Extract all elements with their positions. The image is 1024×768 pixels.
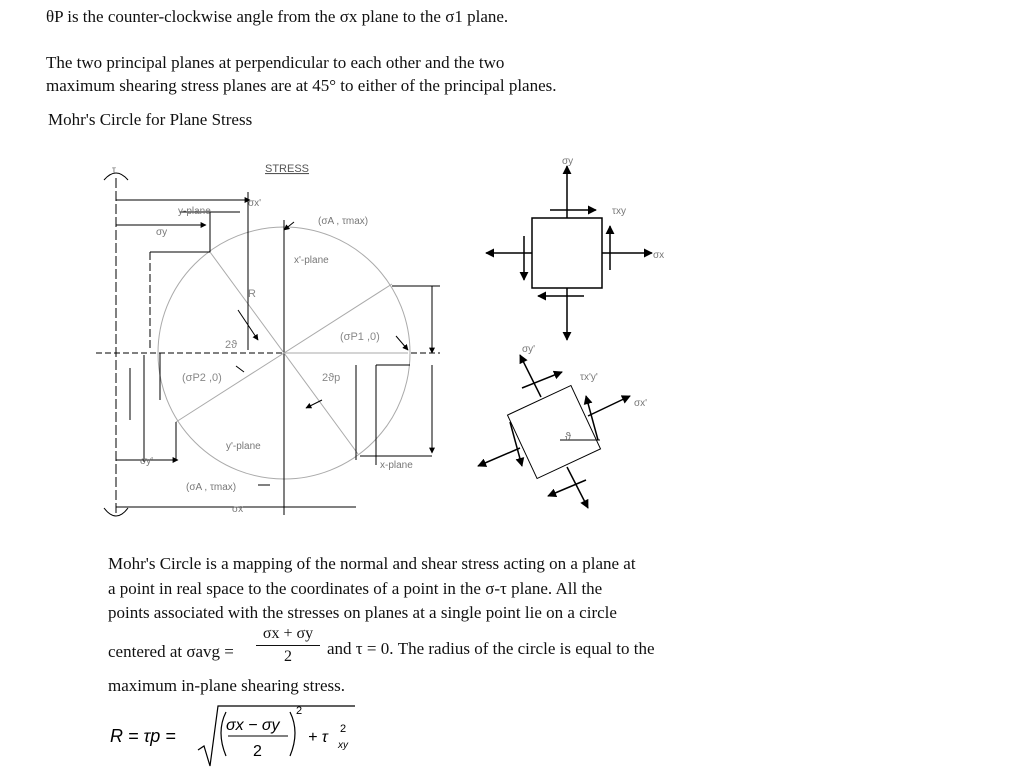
element-sigma-y: σy (562, 156, 574, 167)
rotated-theta: ϑ (565, 431, 572, 443)
body-line-5: maximum in-plane shearing stress. (108, 676, 346, 695)
element-sigma-x: σx (653, 250, 665, 261)
two-theta-p-label: 2ϑp (322, 372, 341, 384)
formula-numerator: σx − σy (226, 717, 280, 734)
rotated-sigma-x-prime: σx' (634, 398, 648, 409)
radius-formula (110, 700, 370, 768)
tau-axis-label: τ (112, 165, 116, 176)
formula-tail-sup: 2 (340, 723, 347, 735)
body-line-3: points associated with the stresses on planes at a single point lie on a circle (108, 603, 617, 622)
formula-tail-sub: xy (338, 740, 348, 751)
body-line-1: Mohr's Circle is a mapping of the normal and shear stress acting on a plane at (108, 554, 636, 573)
stress-element (486, 156, 664, 340)
tau-max-bottom-point: (σA , τmax) (186, 482, 237, 493)
sigma-y-prime-label: σy' (140, 456, 154, 467)
rotated-tau-xy-prime: τx'y' (580, 372, 598, 383)
sigma2-point: (σP2 ,0) (182, 372, 222, 384)
fraction-numerator: σx + σy (256, 624, 320, 646)
body-line-2: a point in real space to the coordinates of a point in the σ-τ plane. All the (108, 579, 603, 598)
rotated-stress-element (478, 344, 647, 508)
formula-denominator: 2 (253, 743, 262, 760)
intro-line-1: θP is the counter-clockwise angle from the σx plane to the σ1 plane. (46, 7, 509, 26)
rotated-sigma-y-prime: σy' (522, 344, 536, 355)
sigma-y-label-top: σy (156, 227, 168, 238)
x-prime-plane-label: x'-plane (294, 255, 329, 266)
stress-label: STRESS (265, 163, 310, 175)
formula-lhs: R = τp = (110, 726, 176, 746)
sigma1-point: (σP1 ,0) (340, 331, 380, 343)
formula-exponent: 2 (296, 705, 303, 717)
formula-tail: + τ (308, 729, 328, 746)
sigma-x-label-bottom: σx (232, 504, 244, 515)
mohr-circle-diagram (0, 140, 1024, 540)
intro-line-3: maximum shearing stress planes are at 45° to either of the principal planes. (46, 76, 557, 95)
two-theta-label: 2ϑ (225, 339, 238, 351)
x-plane-label: x-plane (380, 460, 413, 471)
sigma-avg-fraction (256, 624, 320, 668)
fraction-denominator: 2 (284, 648, 292, 665)
sigma-x-prime-label: σx' (248, 198, 262, 209)
y-plane-label: y-plane (178, 206, 211, 217)
intro-line-2: The two principal planes at perpendicular to each other and the two (46, 53, 505, 72)
body-line-4-start: centered at σavg = (108, 642, 234, 661)
radius-label: R (248, 288, 256, 300)
element-tau-xy: τxy (612, 206, 626, 217)
y-prime-plane-label: y'-plane (226, 441, 261, 452)
section-title: Mohr's Circle for Plane Stress (48, 110, 253, 129)
tau-max-top-point: (σA , τmax) (318, 216, 369, 227)
body-line-4-end: and τ = 0. The radius of the circle is equal to the (327, 639, 655, 658)
